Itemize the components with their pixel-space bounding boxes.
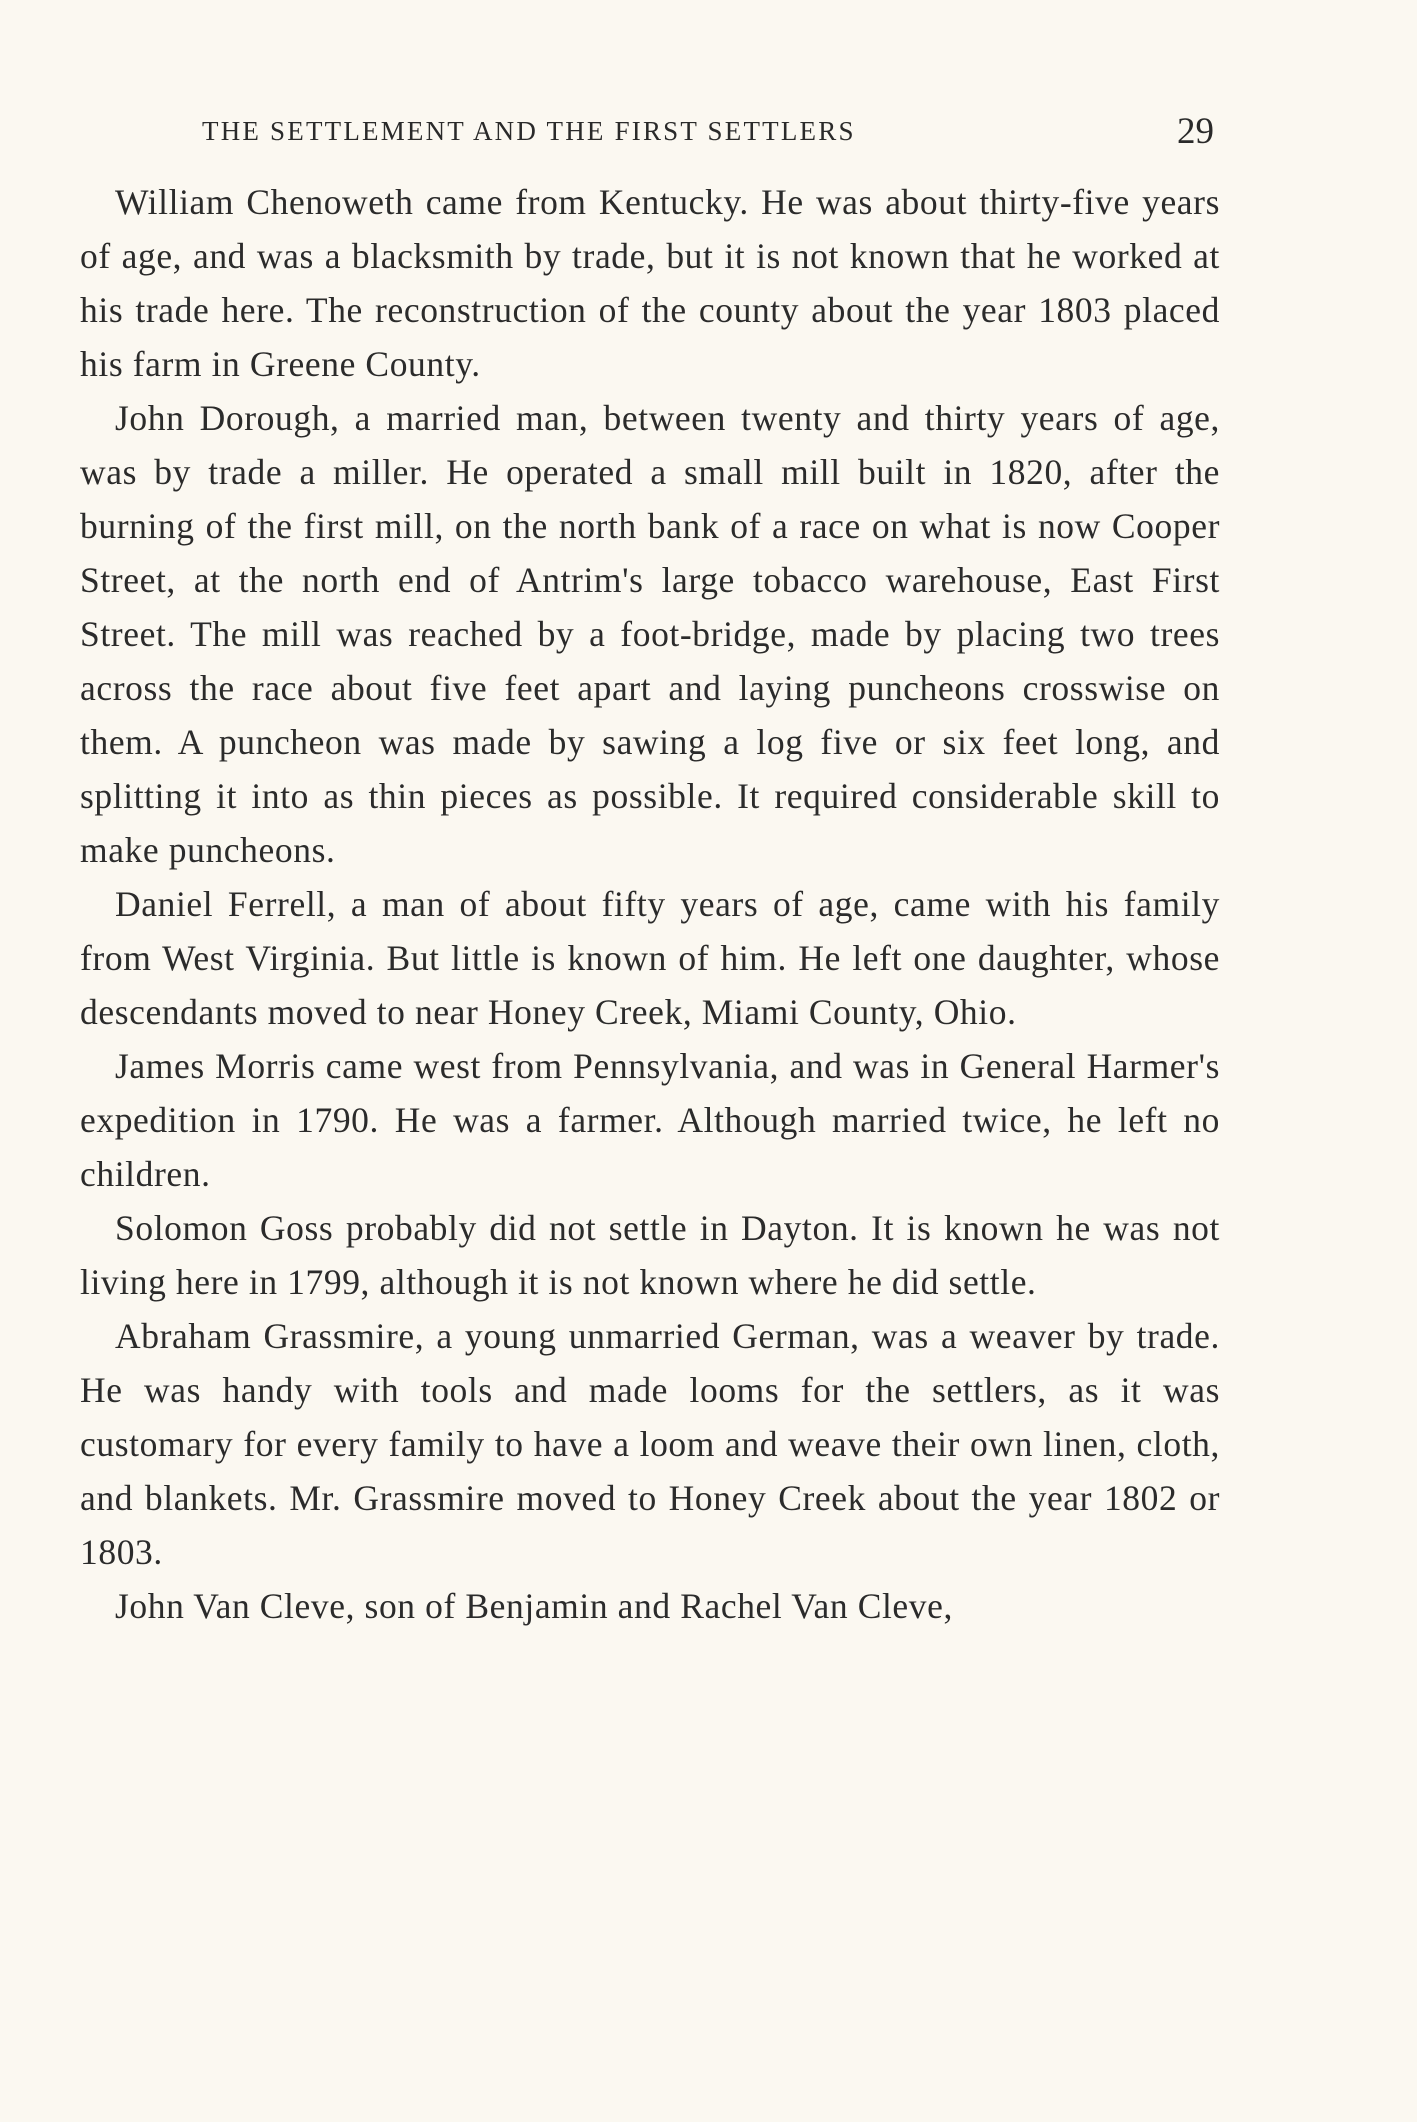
body-text xyxy=(80,175,1220,1633)
paragraph-chenoweth: William Chenoweth came from Kentucky. He was about thirty-five years of age, and was a blacksmith by trade, but it is not known that he worked at his trade here. The reconstruction of the county about the year 1803 placed his farm in Greene County. xyxy=(80,182,1220,384)
paragraph-dorough: John Dorough, a married man, between twenty and thirty years of age, was by trade a miller. He operated a small mill built in 1820, after the burning of the first mill, on the north bank of a race on what is now Cooper Street, at the north end of Antrim's large tobacco warehouse, East First Street. The mill was reached by a foot-bridge, made by placing two trees across the race about five feet apart and laying puncheons crosswise on them. A puncheon was made by sawing a log five or six feet long, and splitting it into as thin pieces as possible. It required considerable skill to make puncheons. xyxy=(80,398,1220,870)
page-number: 29 xyxy=(1177,111,1214,152)
running-head xyxy=(202,110,1214,156)
paragraph-ferrell: Daniel Ferrell, a man of about fifty years of age, came with his family from West Virginia. But little is known of him. He left one daughter, whose descendants moved to near Honey Creek, Miami County, Ohio. xyxy=(80,884,1220,1032)
paragraph-van-cleve: John Van Cleve, son of Benjamin and Rachel Van Cleve, xyxy=(115,1586,953,1626)
running-title: THE SETTLEMENT AND THE FIRST SETTLERS xyxy=(202,116,856,146)
paragraph-grassmire: Abraham Grassmire, a young unmarried German, was a weaver by trade. He was handy with tools and made looms for the settlers, as it was customary for every family to have a loom and weave their own linen, cloth, and blankets. Mr. Grassmire moved to Honey Creek about the year 1802 or 1803. xyxy=(80,1316,1220,1572)
paragraph-morris: James Morris came west from Pennsylvania, and was in General Harmer's expedition in 1790. He was a farmer. Although married twice, he left no children. xyxy=(80,1046,1220,1194)
paragraph-goss: Solomon Goss probably did not settle in Dayton. It is known he was not living here in 1799, although it is not known where he did settle. xyxy=(80,1208,1220,1302)
